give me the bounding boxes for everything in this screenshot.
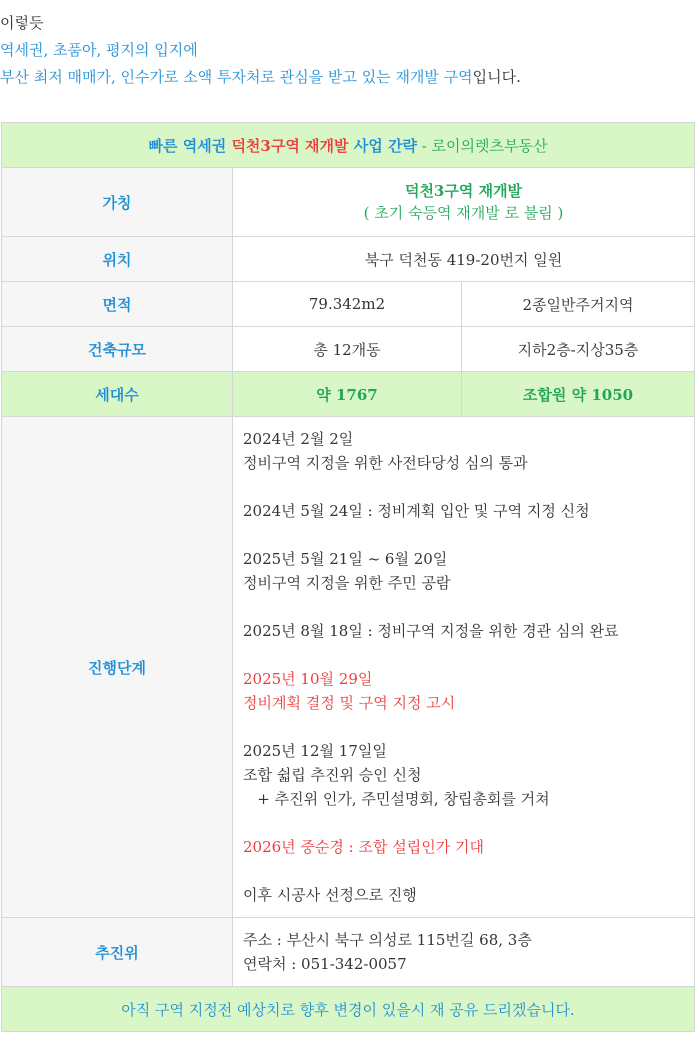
table-footer-note: 아직 구역 지정전 예상치로 향후 변경이 있을시 재 공유 드리겠습니다.: [2, 987, 695, 1032]
table-row-households: [2, 372, 695, 417]
table-row-scale: [2, 327, 695, 372]
step-1-date: 2024년 2월 2일: [243, 430, 354, 448]
project-summary-table: [1, 122, 695, 1032]
intro-line-3: [0, 64, 690, 91]
label-name: 가칭: [2, 168, 233, 237]
step-3-date: 2025년 5월 21일 ~ 6월 20일: [243, 550, 448, 568]
label-progress: 진행단계: [2, 417, 233, 918]
table-row-area: [2, 282, 695, 327]
table-row-committee: [2, 918, 695, 987]
step-5-date: 2025년 10월 29일: [243, 670, 373, 688]
intro-line-3-highlight: 부산 최저 매매가, 인수가로 소액 투자처로 관심을 받고 있는 재개발 구역: [0, 68, 473, 86]
label-area: 면적: [2, 282, 233, 327]
header-part-3: 사업 간략: [348, 136, 417, 155]
header-part-4: - 로이의렛츠부동산: [416, 136, 548, 155]
step-6-date: 2025년 12월 17일일: [243, 742, 387, 760]
step-2: 2024년 5월 24일 : 정비계획 입안 및 구역 지정 신청: [243, 502, 590, 520]
value-area-size: 79.342m2: [233, 282, 462, 327]
step-8: 이후 시공사 선정으로 진행: [243, 886, 417, 904]
intro-line-2: 역세권, 초품아, 평지의 입지에: [0, 41, 198, 59]
table-footer-row: [2, 987, 695, 1032]
step-4: 2025년 8월 18일 : 정비구역 지정을 위한 경관 심의 완료: [243, 622, 619, 640]
committee-contact: 연락처 : 051-342-0057: [243, 955, 407, 973]
header-part-1: 빠른 역세권: [148, 136, 232, 155]
value-area-zone: 2종일반주거지역: [462, 282, 695, 327]
value-households-members: 조합원 약 1050: [462, 372, 695, 417]
step-1-desc: 정비구역 지정을 위한 사전타당성 심의 통과: [243, 454, 528, 472]
step-6-desc: 조합 쉷립 추진위 승인 신청: [243, 766, 422, 784]
value-committee: [233, 918, 695, 987]
table-row-name: [2, 168, 695, 237]
committee-address: 주소 : 부산시 북구 의성로 115번길 68, 3층: [243, 931, 532, 949]
table-header: [2, 123, 695, 168]
label-households: 세대수: [2, 372, 233, 417]
table-row-progress: [2, 417, 695, 918]
intro-line-3-tail: 입니다.: [472, 68, 521, 86]
step-5-desc: 정비계획 결정 및 구역 지정 고시: [243, 694, 456, 712]
intro-line-1: 이렇듯: [0, 14, 44, 32]
value-scale-buildings: 총 12개동: [233, 327, 462, 372]
value-name: [233, 168, 695, 237]
table-row-location: [2, 237, 695, 282]
name-sub: ( 초기 숙등역 재개발 로 불림 ): [363, 204, 564, 222]
label-committee: 추진위: [2, 918, 233, 987]
value-households-total: 약 1767: [233, 372, 462, 417]
value-location: 북구 덕천동 419-20번지 일원: [233, 237, 695, 282]
value-progress: [233, 417, 695, 918]
name-main: 덕천3구역 재개발: [404, 182, 523, 200]
table-header-row: [2, 123, 695, 168]
header-part-2: 덕천3구역 재개발: [231, 136, 349, 155]
intro-text: [0, 10, 690, 91]
step-3-desc: 정비구역 지정을 위한 주민 공람: [243, 574, 451, 592]
step-6-note: + 추진위 인가, 주민설명회, 창립총회를 거쳐: [243, 790, 550, 808]
label-scale: 건축규모: [2, 327, 233, 372]
step-7: 2026년 중순경 : 조합 설립인가 기대: [243, 838, 484, 856]
label-location: 위치: [2, 237, 233, 282]
value-scale-floors: 지하2층-지상35층: [462, 327, 695, 372]
